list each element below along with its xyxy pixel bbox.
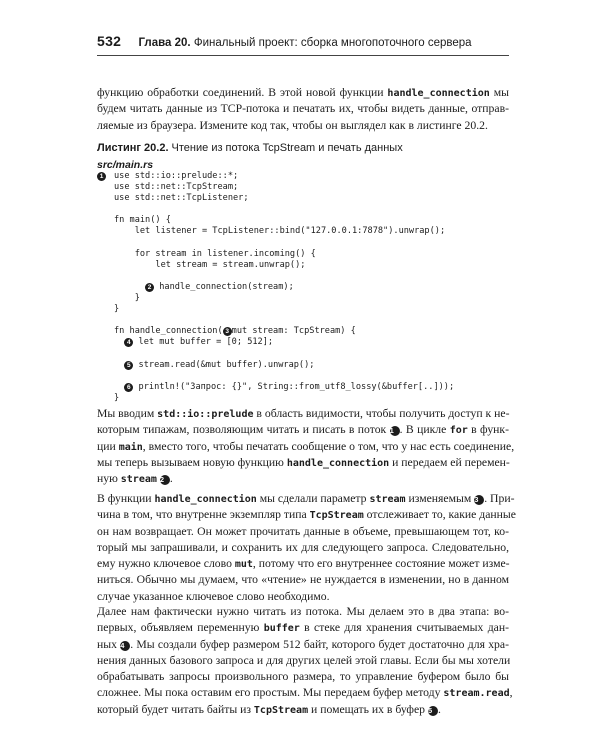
chapter-label: Глава 20. [138,37,191,49]
running-header [97,33,509,56]
callout-marker: 2 [145,283,154,292]
code-line: let listener = TcpListener::bind("127.0.0.1:7878").unwrap(); [114,226,446,237]
code-line: use std::net::TcpListener; [114,193,249,204]
code-line: } [114,304,120,315]
text-line: нения данных базового запроса и для других целей этой главы. Если бы мы хотели [97,653,511,667]
code-line: for stream in listener.incoming() { [114,248,316,259]
inline-code: mut [234,559,253,571]
inline-code: for [449,425,468,437]
inline-code: std::io::prelude [157,409,254,420]
callout-marker: 6 [124,383,133,392]
inline-code: stream [369,494,406,505]
file-name: src/main.rs [97,159,154,171]
chapter-title: Финальный проект: сборка многопоточного сервера [193,37,472,49]
code-line [97,315,509,326]
code-line: 5 stream.read(&mut buffer).unwrap(); [97,360,509,371]
text-line: ниться. Обычно мы думаем, что «чтение» не нуждается в изменении, но в данном [97,573,509,587]
text-line: ляемые из браузера. Измените код так, чтобы он выглядел как в листинге 20.2. [97,118,488,132]
code-line: 6 println!("Запрос: {}", String::from_utf8_lossy(&buffer[..])); [97,382,509,393]
text-line: В функции handle_connection мы сделали параметр stream изменяемым 3 . При- [97,492,515,505]
inline-code: TcpStream [309,510,364,522]
text-line: будем читать данные из TCP-потока и печатать их, чтобы видеть данные, отправ- [97,102,509,116]
callout-marker: 4 [124,338,133,347]
code-line [97,371,509,382]
text-line: случае указанное ключевое слово необходимо. [97,589,330,603]
code-line: use std::net::TcpStream; [114,182,239,193]
text-line: ную stream 2 . [97,472,173,486]
callout-marker: 2 [160,475,170,485]
text-line: первых, объявляем переменную buffer в стеке для хранения считываемых дан- [97,621,509,635]
text-line: который будет читать байты из TcpStream и помещать их в буфер 5 . [97,702,441,716]
inline-code: handle_connection [387,88,490,99]
code-line [97,271,509,282]
inline-code: handle_connection [154,494,257,505]
code-line: fn handle_connection( 3 mut stream: TcpStream) { [114,326,356,337]
text-line: чина в том, что внутренне экземпляр типа TcpStream отслеживает то, какие данные [97,508,516,522]
code-line [97,238,509,249]
code-listing [97,171,509,404]
code-line: 2 handle_connection(stream); [97,282,509,293]
code-line: fn main() { [114,215,171,226]
code-line: let stream = stream.unwrap(); [114,259,306,270]
listing-title [97,142,509,154]
callout-marker: 1 [97,172,106,181]
inline-code: main [118,441,143,453]
listing-label: Листинг 20.2. [97,142,169,154]
paragraph-3 [97,604,513,718]
text-line: ции main, вместо того, чтобы печатать сообщение о том, что у нас есть соединение, [97,439,515,453]
intro-paragraph [97,85,509,134]
text-line: сложнее. Мы пока оставим его простым. Мы передаем буфер методу stream.read, [97,686,513,700]
text-line: функцию обработки соединений. В этой новой функции handle_connection мы [97,86,509,99]
code-line: } [114,392,120,403]
callout-marker: 5 [428,706,438,716]
inline-code: stream.read [443,688,510,700]
paragraph-2 [97,491,516,605]
text-line: мы теперь вызываем новую функцию handle_connection и передаем ей перемен- [97,455,510,469]
callout-marker: 3 [223,327,232,336]
text-line: он нам возвращает. Он может прочитать данные в объеме, превышающем тот, ко- [97,524,509,538]
inline-code: handle_connection [286,457,390,469]
text-line: Мы вводим std::io::prelude в область видимости, чтобы получить доступ к не- [97,407,510,420]
inline-code: stream [120,474,157,486]
callout-marker: 5 [124,361,133,370]
text-line: ему нужно ключевое слово mut, потому что его внутреннее состояние может изме- [97,557,510,571]
code-line: 1 use std::io::prelude::*; [97,171,509,182]
text-line: ных 4 . Мы создали буфер размером 512 байт, которого будет достаточно для хра- [97,637,509,651]
text-line: которым типажам, позволяющим читать и писать в поток 1 . В цикле for в функ- [97,423,509,437]
text-line: обрабатывать запросы произвольного размера, то управление буфером было бы [97,670,509,684]
text-line: торый мы запрашивали, и сохранить их для следующего запроса. Следовательно, [97,540,509,554]
inline-code: TcpStream [253,704,309,716]
paragraph-1 [97,406,515,487]
code-line: 4 let mut buffer = [0; 512]; [97,337,509,348]
inline-code: buffer [263,623,300,635]
callout-marker: 4 [120,641,130,651]
page-number: 532 [97,33,122,49]
code-line: } [114,293,140,304]
callout-marker: 3 [474,495,484,505]
callout-marker: 1 [390,426,400,436]
code-line [97,349,509,360]
text-line: Далее нам фактически нужно читать из потока. Мы делаем это в два этапа: во- [97,605,509,618]
code-line [97,204,509,215]
listing-caption: Чтение из потока TcpStream и печать данных [168,142,403,154]
